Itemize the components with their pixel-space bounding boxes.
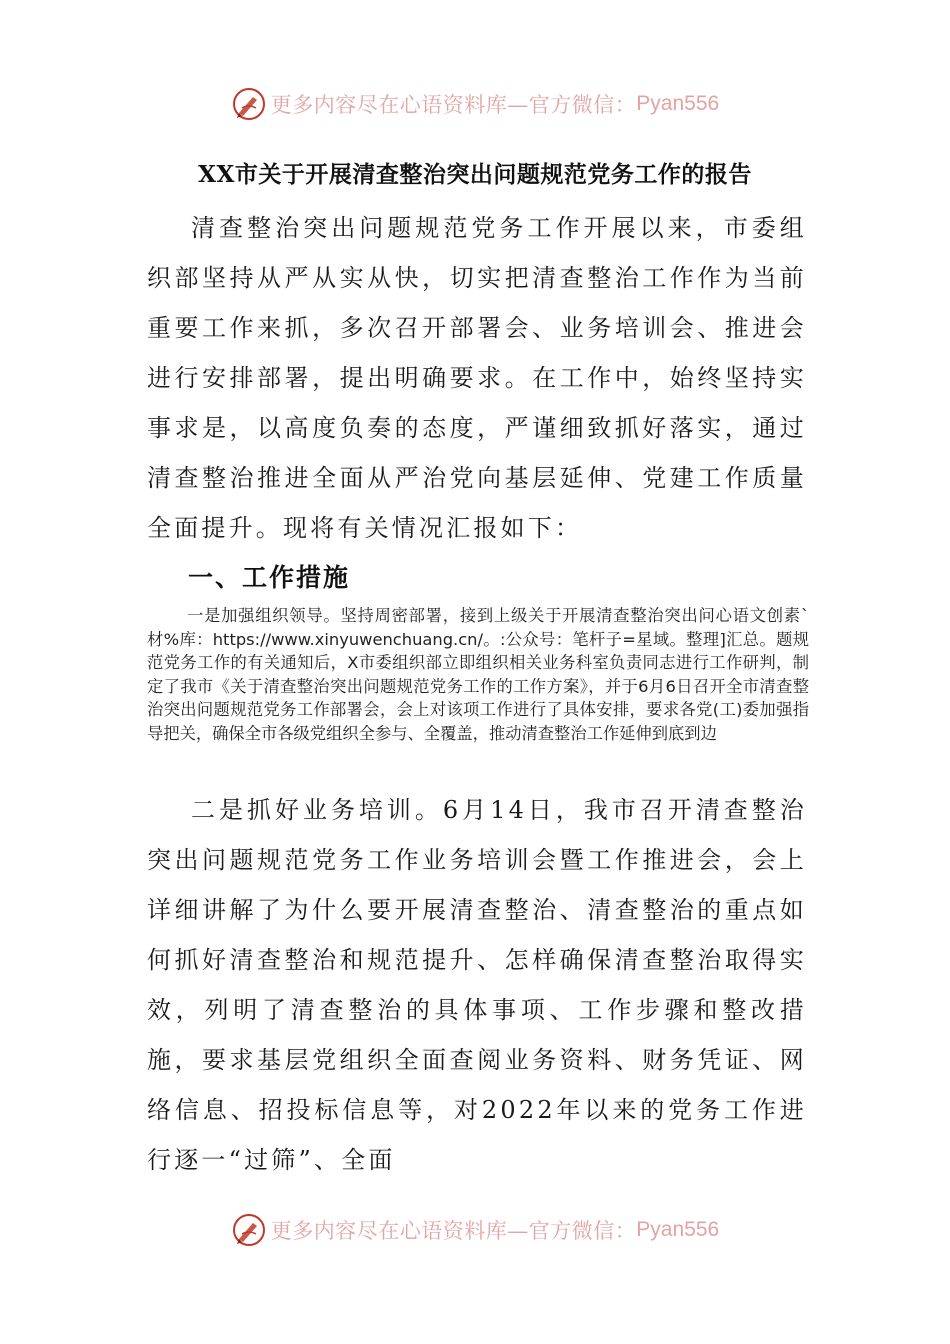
section-heading: 一、工作措施 bbox=[188, 563, 351, 592]
watermark-banner-bottom bbox=[0, 1208, 950, 1252]
point-two-paragraph: 二是抓好业务培训。6月14日，我市召开清查整治突出问题规范党务工作业务培训会暨工作推进会，会上详细讲解了为什么要开展清查整治、清查整治的重点如何抓好清查整治和规范提升、怎样确保清查整治取得实效，列明了清查整治的具体事项、工作步骤和整改措施，要求基层党组织全面查阅业务资料、财务凭证、网络信息、招投标信息等，对2022年以来的党务工作进行逐一“过筛”、全面 bbox=[147, 796, 807, 1174]
document-title: XX市关于开展清查整治突出问题规范党务工作的报告 bbox=[198, 161, 752, 188]
watermark-banner-top bbox=[0, 82, 950, 126]
pen-logo-icon bbox=[231, 1212, 267, 1248]
watermark-wechat-id: Pyan556 bbox=[636, 1218, 720, 1241]
intro-paragraph: 清查整治突出问题规范党务工作开展以来，市委组织部坚持从严从实从快，切实把清查整治工作作为当前重要工作来抓，多次召开部署会、业务培训会、推进会进行安排部署，提出明确要求。在工作中，始终坚持实事求是，以高度负奏的态度，严谨细致抓好落实，通过清查整治推进全面从严治党向基层延伸、党建工作质量全面提升。现将有关情况汇报如下： bbox=[147, 214, 807, 542]
point-one-paragraph: 一是加强组织领导。坚持周密部署，接到上级关于开展清查整治突出问心语文创素`材%库：https://www.xinyuwenchuang.cn/。:公众号：笔杆子=星域。整理]汇总。题规范党务工作的有关通知后，X市委组织部立即组织相关业务科室负责同志进行工作研判，制定了我市《关于清查整治突出问题规范党务工作的工作方案》，并于6月6日召开全市清查整治突出问题规范党务工作部署会，会上对该项工作进行了具体安排，要求各党(工)委加强指导把关，确保全市各级党组织全参与、全覆盖，推动清查整治工作延伸到底到边 bbox=[147, 606, 809, 743]
watermark-text: 更多内容尽在心语资料库—官方微信： bbox=[270, 93, 637, 117]
watermark-wechat-id: Pyan556 bbox=[636, 92, 720, 115]
watermark-text: 更多内容尽在心语资料库—官方微信： bbox=[270, 1219, 637, 1243]
pen-logo-icon bbox=[231, 86, 267, 122]
